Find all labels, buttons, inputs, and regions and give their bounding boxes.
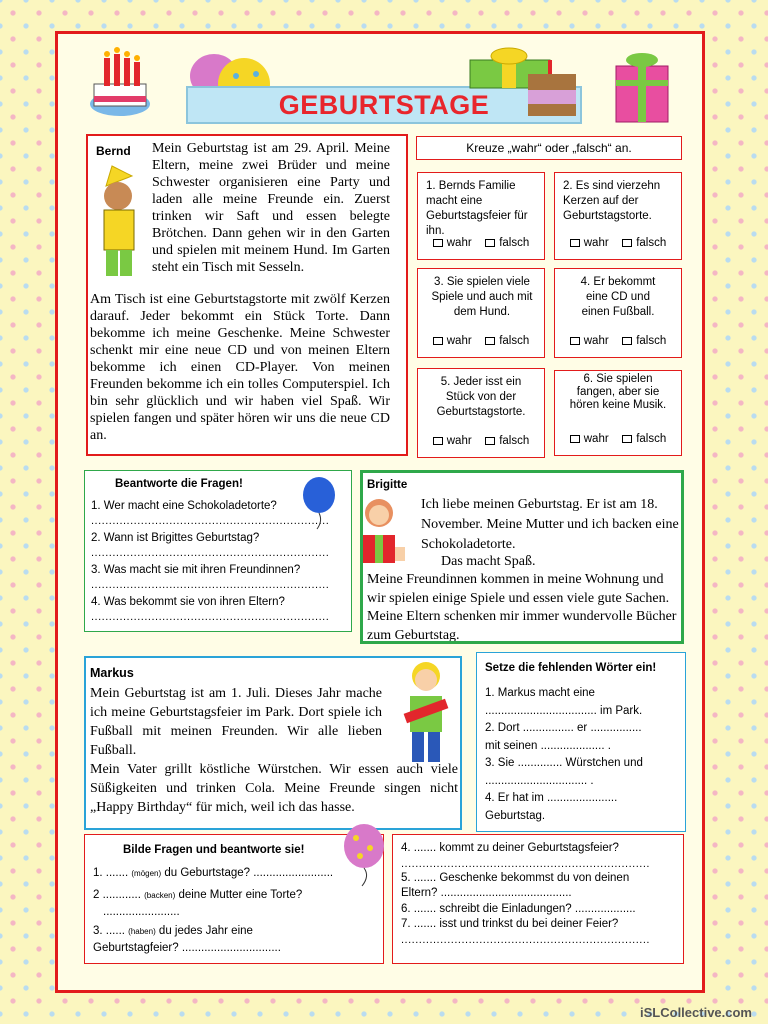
build-questions-heading: Bilde Fragen und beantworte sie! [123, 844, 305, 856]
bernd-paragraph-2: Am Tisch ist eine Geburtstagstorte mit zwölf Kerzen darauf. Jeder bekommt ein Stück Torte. Dann bekomme ich meine Geschenke. Meine Schwester schenkt mir eine neue CD und von meinen Eltern bekomme ich einen CD-Player. Von meinen Freunden bekomme ich ein tolles Computerspiel. Ich bin sehr glücklich und wir haben viel Spaß. Wir spielen fangen und später hören wir uns die neue CD an. [90, 292, 390, 443]
checkbox-icon[interactable] [622, 239, 632, 247]
build-question-6[interactable]: 6. ....... schreibt die Einladungen? ................... [401, 902, 636, 915]
tf-wahr-option[interactable]: wahr [433, 434, 472, 449]
tf-item-3 [417, 268, 545, 358]
tf-item-5 [417, 368, 545, 458]
brigitte-name: Brigitte [367, 479, 408, 491]
tf-wahr-option[interactable]: wahr [433, 334, 472, 349]
tf-falsch-option[interactable]: falsch [485, 334, 529, 349]
answer-line-4[interactable]: ................................................................... [91, 611, 330, 623]
tf-question-6: 6. Sie spielen fangen, aber sie hören keine Musik. [569, 373, 667, 411]
build-answer-7[interactable]: ...................................................................... [401, 933, 650, 946]
page-title: GEBURTSTAGE [278, 89, 490, 120]
footer-watermark: iSLCollective.com [640, 1005, 752, 1020]
checkbox-icon[interactable] [485, 239, 495, 247]
brigitte-story-box [360, 470, 684, 644]
brigitte-paragraph-1b: Das macht Spaß. [441, 554, 536, 569]
fill-in-box [476, 652, 686, 832]
checkbox-icon[interactable] [433, 337, 443, 345]
tf-wahr-option[interactable]: wahr [570, 334, 609, 349]
brigitte-paragraph-2: Meine Freundinnen kommen in meine Wohnung und wir spielen einige Spiele und essen viele gute Sachen. Meine Eltern schenken mir immer wundervolle Bücher zum Geburtstag. [367, 572, 677, 643]
pink-balloon-icon [336, 822, 392, 888]
truefalse-heading: Kreuze „wahr“ oder „falsch“ an. [416, 136, 682, 160]
checkbox-icon[interactable] [622, 435, 632, 443]
tf-question-4: 4. Er bekommt eine CD und einen Fußball. [580, 276, 656, 318]
brigitte-paragraph-1: Ich liebe meinen Geburtstag. Er ist am 18. November. Meine Mutter und ich backen eine Schokoladetorte. [421, 497, 679, 552]
tf-question-1: 1. Bernds Familie macht eine Geburtstagsfeier für ihn. [426, 180, 528, 237]
checkbox-icon[interactable] [570, 435, 580, 443]
checkbox-icon[interactable] [485, 437, 495, 445]
build-question-2[interactable]: 2 ............ (backen) deine Mutter eine Torte? [93, 889, 303, 901]
build-answer-3[interactable]: Geburtstagfeier? ............................... [93, 942, 281, 954]
tf-wahr-option[interactable]: wahr [433, 236, 472, 251]
birthday-cake-icon [88, 44, 152, 120]
fill-line-3b[interactable]: ................................ . [485, 774, 594, 787]
answer-line-1[interactable]: ................................................................... [91, 515, 330, 527]
answer-line-3[interactable]: ................................................................... [91, 579, 330, 591]
bernd-name: Bernd [96, 144, 131, 158]
question-2: 2. Wann ist Brigittes Geburtstag? [91, 532, 260, 544]
tf-falsch-option[interactable]: falsch [485, 434, 529, 449]
markus-paragraph-2: Mein Vater grillt köstliche Würstchen. Wir essen auch viele Süßigkeiten und trinken Cola. Meine Freunde singen nicht „Happy Birthday“ für mich, weil ich das hasse. [90, 762, 458, 815]
tf-item-1 [417, 172, 545, 260]
tf-question-5: 5. Jeder isst ein Stück von der Geburtstagstorte. [436, 376, 526, 418]
boy-with-gift-icon [394, 658, 460, 772]
tf-item-6 [554, 370, 682, 456]
fill-line-2b[interactable]: mit seinen .................... . [485, 739, 611, 752]
fill-line-1b[interactable]: ................................... im Park. [485, 704, 643, 717]
checkbox-icon[interactable] [570, 337, 580, 345]
build-questions-right-box [392, 834, 684, 964]
fill-line-4b: Geburtstag. [485, 809, 546, 822]
question-4: 4. Was bekommt sie von ihren Eltern? [91, 596, 285, 608]
boy-party-hat-icon [92, 162, 150, 282]
build-answer-4[interactable]: ...................................................................... [401, 857, 650, 870]
answer-questions-heading: Beantworte die Fragen! [115, 478, 243, 490]
build-answer-2[interactable]: ........................ [103, 906, 180, 918]
tf-falsch-option[interactable]: falsch [622, 432, 666, 447]
bernd-paragraph-1: Mein Geburtstag ist am 29. April. Meine Eltern, meine zwei Brüder und meine Schwester organisieren eine Party und laden alle meine Freunde ein. Zuerst trinken wir Saft und essen belegte Brötchen. Dann gehen wir in den Garten und spielen mit meinem Hund. Im Garten steht ein Tisch mit Sesseln. [152, 141, 390, 275]
tf-falsch-option[interactable]: falsch [485, 236, 529, 251]
build-answer-5[interactable]: Eltern? ......................................... [401, 887, 572, 899]
checkbox-icon[interactable] [433, 239, 443, 247]
build-question-5[interactable]: 5. ....... Geschenke bekommst du von deinen [401, 871, 630, 884]
tf-question-3: 3. Sie spielen viele Spiele und auch mit dem Hund. [431, 276, 533, 318]
checkbox-icon[interactable] [622, 337, 632, 345]
checkbox-icon[interactable] [485, 337, 495, 345]
tf-item-2 [554, 172, 682, 260]
bernd-story-box [86, 134, 408, 456]
question-3: 3. Was macht sie mit ihren Freundinnen? [91, 564, 301, 576]
fill-line-3a[interactable]: 3. Sie .............. Würstchen und [485, 757, 643, 769]
tf-item-4 [554, 268, 682, 358]
build-question-3[interactable]: 3. ...... (haben) du jedes Jahr eine [93, 925, 253, 937]
tf-wahr-option[interactable]: wahr [570, 236, 609, 251]
fill-line-4a[interactable]: 4. Er hat im ...................... [485, 792, 618, 804]
tf-falsch-option[interactable]: falsch [622, 334, 666, 349]
tf-wahr-option[interactable]: wahr [570, 432, 609, 447]
tf-question-2: 2. Es sind vierzehn Kerzen auf der Geburtstagstorte. [563, 180, 661, 222]
build-question-7[interactable]: 7. ....... isst und trinkst du bei deiner Feier? [401, 918, 619, 930]
question-1: 1. Wer macht eine Schokoladetorte? [91, 500, 277, 512]
build-question-1[interactable]: 1. ....... (mögen) du Geburtstage? ......................... [93, 867, 334, 879]
checkbox-icon[interactable] [570, 239, 580, 247]
markus-story-box [84, 656, 462, 830]
tf-falsch-option[interactable]: falsch [622, 236, 666, 251]
fill-line-1a: 1. Markus macht eine [485, 687, 595, 699]
layer-cake-icon [520, 52, 584, 122]
answer-questions-box [84, 470, 352, 632]
checkbox-icon[interactable] [433, 437, 443, 445]
markus-name: Markus [90, 666, 134, 680]
build-question-4[interactable]: 4. ....... kommt zu deiner Geburtstagsfeier? [401, 842, 619, 854]
answer-line-2[interactable]: ................................................................... [91, 547, 330, 559]
markus-paragraph-1: Mein Geburtstag ist am 1. Juli. Dieses Jahr mache ich meine Geburtstagsfeier im Park. Dort spiele ich Fußball mit meinen Freunden. Wir alle lieben Fußball. [90, 686, 382, 758]
girl-with-present-icon [360, 495, 419, 573]
fill-line-2a[interactable]: 2. Dort ................ er ................ [485, 722, 642, 734]
fill-in-heading: Setze die fehlenden Wörter ein! [485, 662, 657, 674]
present-icon [612, 44, 672, 124]
